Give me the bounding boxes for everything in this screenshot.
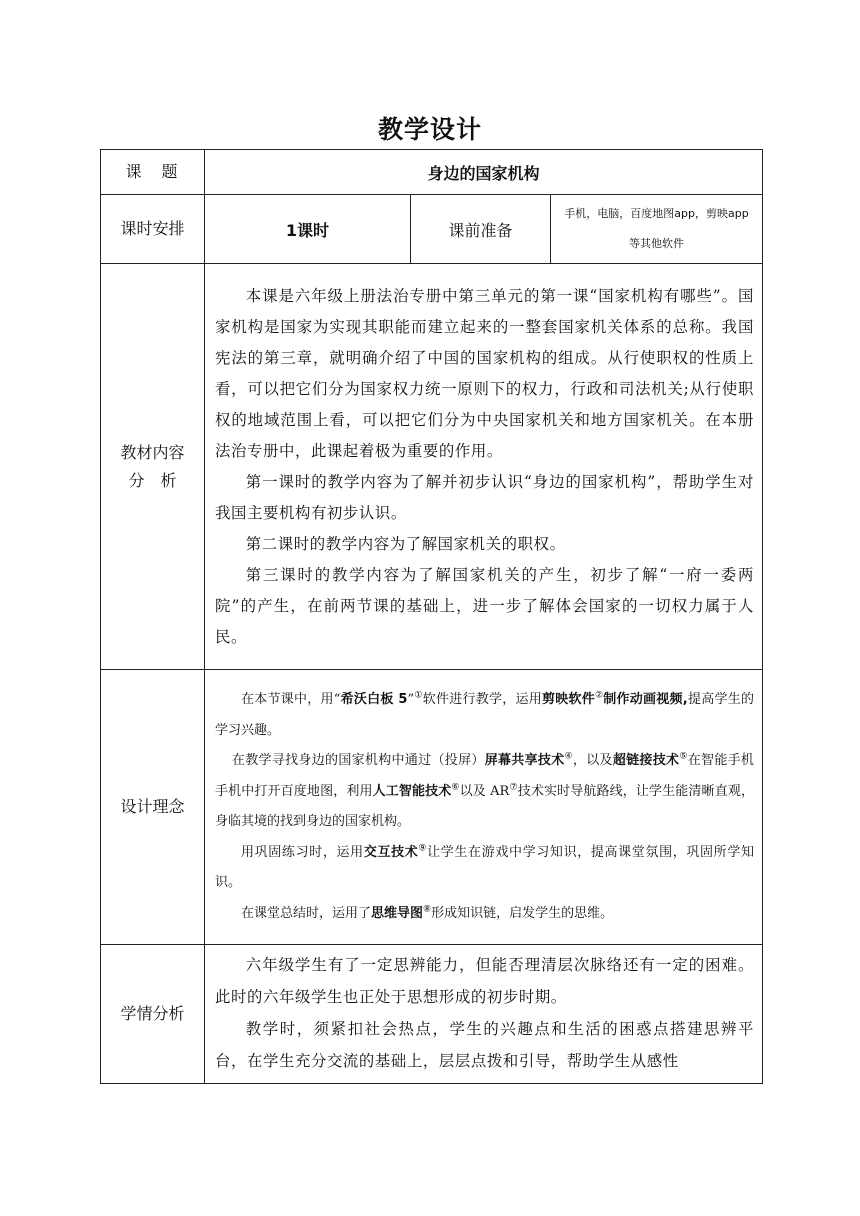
prep-line-2: 等其他软件	[629, 237, 684, 250]
software-name: 希沃白板 5	[340, 692, 408, 707]
design-paragraph-2	[215, 746, 754, 838]
row-topic	[101, 150, 763, 195]
page-title: 教学设计	[377, 115, 482, 144]
footnote-marker: ①	[414, 690, 423, 701]
learner-paragraph: 教学时，须紧扣社会热点，学生的兴趣点和生活的困惑点搭建思辨平台，在学生充分交流的基础上，层层点拨和引导，帮助学生从感性	[215, 1020, 754, 1070]
text-run: 形成知识链，启发学生的思维。	[431, 905, 614, 921]
material-paragraph: 本课是六年级上册法治专册中第三单元的第一课“国家机构有哪些”。国家机构是国家为实现其职能而建立起来的一整套国家机关体系的总称。我国宪法的第三章，就明确介绍了中国的国家机构的组成。从行使职权的性质上看，可以把它们分为国家权力统一原则下的权力，行政和司法机关;从行使职权的地域范围上看，可以把它们分为中央国家机关和地方国家机关。在本册法治专册中，此课起着极为重要的作用。	[215, 286, 754, 460]
row-schedule	[101, 195, 763, 264]
schedule-value: 1课时	[205, 195, 411, 264]
row-learner	[101, 945, 763, 1084]
row-design	[101, 670, 763, 945]
design-paragraph-3	[215, 838, 754, 899]
footnote-marker: ④	[564, 751, 573, 762]
software-name: 剪映软件	[541, 692, 595, 707]
text-run: 技术实时导航路线，让学生能清晰直观，身临其境的找到身边的国家机构。	[215, 783, 754, 829]
prep-value	[551, 195, 763, 264]
topic-label: 课 题	[101, 150, 205, 195]
text-run: 软件进行教学，运用	[422, 692, 542, 707]
technology-name: 交互技术	[363, 844, 419, 860]
emphasis-text: 制作动画视频,	[603, 692, 688, 707]
prep-label: 课前准备	[411, 195, 551, 264]
design-content	[205, 670, 763, 945]
footnote-marker: ⑤	[679, 751, 688, 762]
technology-name: 人工智能技术	[372, 783, 452, 799]
footnote-marker: ⑥	[451, 782, 460, 793]
prep-line-1: 手机，电脑，百度地图app，剪映app	[564, 207, 749, 220]
technology-name: 超链接技术	[612, 753, 680, 768]
material-paragraph: 第一课时的教学内容为了解并初步认识“身边的国家机构”，帮助学生对我国主要机构有初步认识。	[215, 472, 754, 522]
topic-value: 身边的国家机构	[205, 150, 763, 195]
text-run: 在教学寻找身边的国家机构中通过（投屏）	[231, 753, 485, 768]
row-material	[101, 264, 763, 670]
material-label-line-1: 教材内容	[120, 442, 185, 462]
design-paragraph-4	[215, 899, 754, 930]
technology-name: 思维导图	[371, 905, 424, 921]
learner-paragraph: 六年级学生有了一定思辨能力，但能否理清层次脉络还有一定的困难。此时的六年级学生也正处于思想形成的初步时期。	[215, 956, 754, 1006]
text-run: ”	[407, 692, 415, 707]
learner-label: 学情分析	[101, 945, 205, 1084]
text-run: 让学生在游戏中学习知识，提高课堂氛围，巩固所学知识。	[215, 844, 754, 890]
text-run: ，以及	[572, 753, 613, 768]
text-run: 以及 AR	[459, 783, 510, 799]
learner-content	[205, 945, 763, 1084]
footnote-marker: ⑦	[509, 782, 518, 793]
text-run: 用巩固练习时，运用	[241, 844, 364, 860]
material-label	[101, 264, 205, 670]
design-label: 设计理念	[101, 670, 205, 945]
text-run: 在课堂总结时，运用了	[241, 905, 372, 921]
lesson-design-table	[100, 149, 763, 1084]
technology-name: 屏幕共享技术	[484, 753, 565, 768]
text-run: 提高学生的学习兴趣。	[215, 692, 754, 738]
schedule-label: 课时安排	[101, 195, 205, 264]
text-run: 在本节课中，用“	[241, 692, 341, 707]
material-content	[205, 264, 763, 670]
footnote-marker: ⑧	[423, 904, 432, 915]
footnote-marker: ⑨	[418, 843, 428, 854]
design-paragraph-1	[215, 685, 754, 746]
material-paragraph: 第三课时的教学内容为了解国家机关的产生，初步了解“一府一委两院”的产生，在前两节课的基础上，进一步了解体会国家的一切权力属于人民。	[215, 565, 754, 646]
material-label-line-2: 分 析	[128, 470, 177, 490]
material-paragraph: 第二课时的教学内容为了解国家机关的职权。	[245, 534, 566, 553]
footnote-marker: ②	[594, 690, 604, 701]
text-run: 在智能手机手机中打开百度地图，利用	[215, 753, 754, 799]
